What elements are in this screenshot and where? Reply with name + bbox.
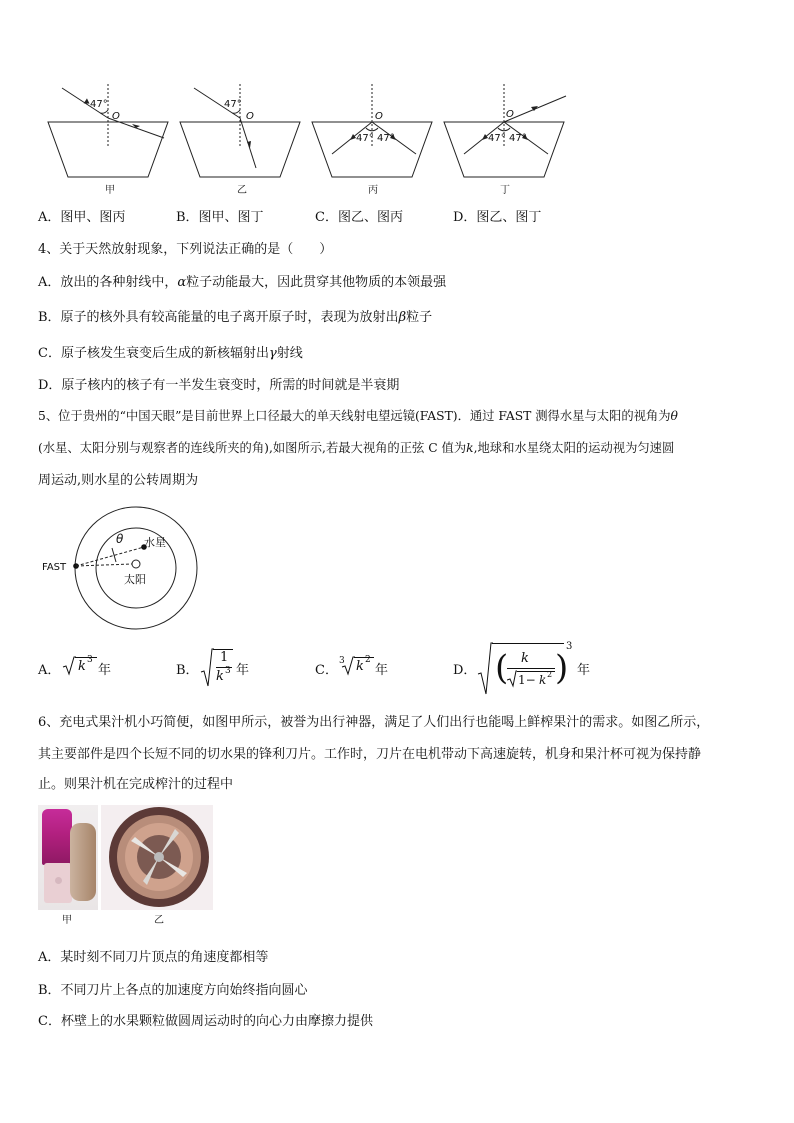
fast-label: FAST <box>42 562 67 573</box>
k-symbol: k <box>466 441 474 455</box>
juicer-photo-yi <box>101 805 213 910</box>
right-paren: ) <box>555 648 569 688</box>
sun-marker <box>132 560 140 568</box>
unit-year: 年 <box>375 663 389 678</box>
sqrt-sign <box>507 670 517 688</box>
angle-label: 47° <box>356 133 374 144</box>
juice-cup <box>42 809 72 865</box>
q4-c-post: 射线 <box>276 346 303 361</box>
k-var: k <box>521 651 529 666</box>
k-var: k <box>78 659 86 674</box>
theta-label: θ <box>116 532 124 546</box>
q4-option-c[interactable] <box>38 342 303 361</box>
unit-year: 年 <box>98 663 112 678</box>
power-button <box>55 877 62 884</box>
option-a-label: A． <box>38 663 61 678</box>
figure-caption-yi: 乙 <box>237 185 247 196</box>
q5-line-1 <box>38 406 678 424</box>
sqrt-sign <box>477 642 493 696</box>
point-label: O <box>506 109 514 120</box>
photo-caption-yi: 乙 <box>154 915 164 926</box>
mercury-label: 水星 <box>144 536 166 549</box>
angle-label: 47° <box>488 133 506 144</box>
point-label: O <box>246 111 254 122</box>
q4-stem: 4、关于天然放射现象，下列说法正确的是（ ） <box>38 242 333 257</box>
prism-figure-jia <box>48 84 168 177</box>
option-c-label: C． <box>315 663 338 678</box>
sqrt-sign <box>62 656 76 676</box>
exponent: 2 <box>547 670 553 679</box>
unit-year: 年 <box>577 663 591 678</box>
option-d-label: D． <box>453 663 477 678</box>
one-minus: 1− <box>518 673 536 687</box>
sun-label: 太阳 <box>124 573 146 586</box>
point-label: O <box>112 111 120 122</box>
photo-caption-jia: 甲 <box>62 915 72 926</box>
cube-root-sign <box>341 656 355 676</box>
q4-a-pre: A．放出的各种射线中， <box>38 275 178 290</box>
left-paren: ( <box>495 648 509 688</box>
beta-symbol: β <box>398 310 407 325</box>
q3-option-d[interactable]: D．图乙、图丁 <box>453 210 542 225</box>
blade-view <box>101 805 213 910</box>
gamma-symbol: γ <box>268 346 277 361</box>
numerator: 1 <box>220 650 229 665</box>
alpha-symbol: α <box>177 275 187 290</box>
exponent: 3 <box>225 666 231 676</box>
prism-figure-bing <box>312 84 432 177</box>
exponent: 2 <box>365 655 371 665</box>
q4-a-post: 粒子动能最大，因此贯穿其他物质的本领最强 <box>186 275 447 290</box>
k-var: k <box>216 669 224 684</box>
point-label: O <box>375 111 383 122</box>
q4-c-pre: C．原子核发生衰变后生成的新核辐射出 <box>38 346 269 361</box>
q6-option-b[interactable]: B．不同刀片上各点的加速度方向始终指向圆心 <box>38 983 308 998</box>
q3-option-b[interactable]: B．图甲、图丁 <box>176 210 264 225</box>
root-index: 3 <box>339 656 345 666</box>
q5-line-2 <box>38 438 674 456</box>
q3-option-c[interactable]: C．图乙、图丙 <box>315 210 403 225</box>
q6-option-a[interactable]: A．某时刻不同刀片顶点的角速度都相等 <box>38 950 269 965</box>
q6-line-3: 止。则果汁机在完成榨汁的过程中 <box>38 777 234 792</box>
exponent: 3 <box>566 641 573 652</box>
q4-option-b[interactable] <box>38 306 432 325</box>
juicer-photo-jia <box>38 805 98 910</box>
q5-text-2a: (水星、太阳分别与观察者的连线所夹的角),如图所示,若最大视角的正弦 C 值为 <box>38 441 467 455</box>
q4-b-post: 粒子 <box>406 310 433 325</box>
q4-option-d[interactable]: D．原子核内的核子有一半发生衰变时，所需的时间就是半衰期 <box>38 378 400 393</box>
radical-bar <box>492 643 564 645</box>
angle-label: 47° <box>509 133 527 144</box>
theta-symbol: θ <box>670 409 678 423</box>
q5-line-3: 周运动,则水星的公转周期为 <box>38 473 199 488</box>
k-var: k <box>539 673 547 687</box>
prism-figure-yi <box>180 84 300 177</box>
figure-caption-ding: 丁 <box>500 185 510 196</box>
k-var: k <box>356 659 364 674</box>
q4-option-a[interactable] <box>38 271 446 290</box>
q4-b-pre: B．原子的核外具有较高能量的电子离开原子时，表现为放射出 <box>38 310 399 325</box>
q5-text-2b: ,地球和水星绕太阳的运动视为匀速圆 <box>473 441 675 455</box>
option-b-label: B． <box>176 663 199 678</box>
q6-line-2: 其主要部件是四个长短不同的切水果的锋利刀片。工作时，刀片在电机带动下高速旋转，机身和果汁杯可视为保持静 <box>38 747 702 762</box>
q5-text-1: 5、位于贵州的“中国天眼”是目前世界上口径最大的单天线射电望远镜(FAST)．通过 FAST 测得水星与太阳的视角为 <box>38 409 671 423</box>
q3-option-a[interactable]: A．图甲、图丙 <box>38 210 126 225</box>
sqrt-sign <box>200 648 214 688</box>
figure-caption-jia: 甲 <box>105 185 115 196</box>
hand <box>70 823 96 901</box>
angle-label: 47° <box>90 99 108 110</box>
q6-option-c[interactable]: C．杯壁上的水果颗粒做圆周运动时的向心力由摩擦力提供 <box>38 1014 373 1029</box>
q6-line-1: 6、充电式果汁机小巧简便，如图甲所示，被誉为出行神器，满足了人们出行也能喝上鲜榨果汁的需求。如图乙所示， <box>38 715 710 730</box>
exponent: 3 <box>87 655 93 665</box>
angle-label: 47° <box>224 99 242 110</box>
angle-label: 47° <box>377 133 395 144</box>
figure-caption-bing: 丙 <box>368 185 378 196</box>
prism-figure-ding <box>444 84 566 177</box>
unit-year: 年 <box>236 663 250 678</box>
